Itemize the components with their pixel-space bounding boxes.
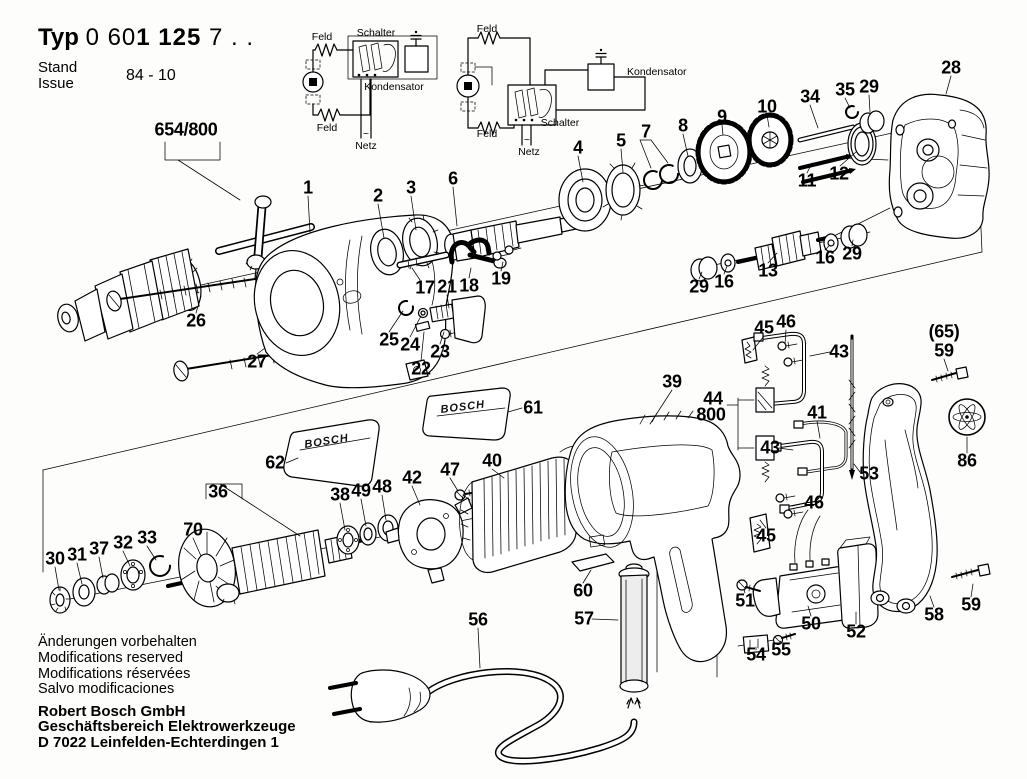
- part-label-5: 5: [616, 130, 626, 151]
- gasket-60: [572, 554, 614, 571]
- part-label-51: 51: [735, 590, 755, 611]
- part-label-27: 27: [247, 351, 267, 372]
- title-block: [38, 24, 254, 92]
- circuit-left-feld-bottom-label: Feld: [316, 122, 338, 134]
- part-label-19: 19: [491, 268, 511, 289]
- part-label-59: 59: [961, 594, 981, 615]
- chuck-drawing: [55, 249, 206, 341]
- part-label-42: 42: [402, 467, 422, 488]
- footer-line: Modifications reserved: [38, 649, 184, 666]
- circuit-left-feld-top-label: Feld: [311, 31, 333, 43]
- part-label-31: 31: [67, 544, 87, 565]
- sticker-62: [284, 420, 379, 486]
- part-label-45: 45: [756, 525, 776, 546]
- part-label-34: 34: [800, 86, 820, 107]
- circlip-35: [846, 106, 858, 118]
- part-label-29: 29: [859, 76, 879, 97]
- footer-line: Geschäftsbereich Elektrowerkzeuge: [38, 718, 296, 736]
- handle-shell-58: [863, 384, 937, 613]
- part-label-2: 2: [373, 185, 383, 206]
- part-label-48: 48: [372, 476, 392, 497]
- part-label-25: 25: [379, 329, 399, 350]
- typ-line: [38, 24, 254, 52]
- part-label-28: 28: [941, 57, 961, 78]
- part-label-86: 86: [957, 450, 977, 471]
- part-label-1: 1: [303, 177, 313, 198]
- part-label-61: 61: [523, 397, 543, 418]
- part-label-50: 50: [801, 613, 821, 634]
- circuit-left-schalter-label: Schalter: [356, 27, 396, 39]
- part-label-7: 7: [641, 121, 651, 142]
- part-label-13: 13: [758, 260, 778, 281]
- part-label-11: 11: [797, 170, 817, 191]
- part-label-10: 10: [757, 96, 777, 117]
- part-label-41: 41: [807, 402, 827, 423]
- part-label-38: 38: [330, 484, 350, 505]
- screw-59-top: [932, 367, 968, 382]
- bearing-4: [559, 169, 611, 231]
- sticker-61: [423, 388, 510, 440]
- part-label-35: 35: [835, 79, 855, 100]
- circuit-right-kondensator-label: Kondensator: [627, 66, 687, 78]
- end-cap-28: [889, 94, 989, 238]
- part-label-9: 9: [717, 106, 727, 127]
- part-label-24: 24: [400, 334, 420, 355]
- part-label-57: 57: [574, 608, 594, 629]
- part-label-32: 32: [113, 532, 133, 553]
- part-label-54: 54: [746, 644, 766, 665]
- part-label-30: 30: [45, 548, 65, 569]
- footer-line: Salvo modificaciones: [38, 681, 175, 698]
- part-label-17: 17: [415, 277, 435, 298]
- footer-line: D 7022 Leinfelden-Echterdingen 1: [38, 733, 279, 751]
- part-label-60: 60: [573, 580, 593, 601]
- circuit-left-tilde: ~: [362, 128, 370, 140]
- footer-line: Robert Bosch GmbH: [38, 703, 186, 721]
- gear-9: [698, 122, 750, 182]
- part-label-36: 36: [208, 481, 228, 502]
- typ-label: Typ: [38, 24, 79, 51]
- circuit-right-feld-top-label: Feld: [476, 23, 498, 35]
- part-label-3: 3: [406, 177, 416, 198]
- part-label--65-: (65): [928, 321, 960, 342]
- part-label-22: 22: [411, 358, 431, 379]
- gear-10: [749, 115, 791, 165]
- circuit-right-feld-bottom-label: Feld: [476, 128, 498, 140]
- part-label-12: 12: [829, 163, 849, 184]
- part-label-800: 800: [696, 404, 726, 425]
- pin-34: [800, 127, 853, 140]
- part-label-59: 59: [934, 340, 954, 361]
- footer-block: [38, 635, 296, 750]
- typ-number: 0 601 125 7 . .: [85, 24, 255, 51]
- drill-bit-53: [849, 336, 855, 480]
- circuit-right-netz-label: Netz: [518, 146, 540, 158]
- stand-label: Stand: [38, 59, 78, 76]
- modification-notes: [38, 635, 296, 698]
- motor-housing-39: [562, 411, 740, 662]
- capacitor-52: [838, 537, 878, 628]
- part-label-43: 43: [829, 341, 849, 362]
- bracket-42: [386, 498, 472, 583]
- part-label-44: 44: [703, 388, 723, 409]
- part-label-29: 29: [842, 243, 862, 264]
- part-label-52: 52: [846, 621, 866, 642]
- part-label-46: 46: [804, 492, 824, 513]
- part-label-53: 53: [859, 463, 879, 484]
- footer-line: Änderungen vorbehalten: [38, 634, 197, 650]
- bosch-emblem-86: [949, 399, 985, 435]
- fan-70: [168, 525, 242, 611]
- screw-59-bottom: [952, 564, 990, 579]
- part-label-8: 8: [678, 115, 688, 136]
- part-label-39: 39: [662, 371, 682, 392]
- pins-11: [800, 154, 856, 182]
- part-label-58: 58: [924, 604, 944, 625]
- part-label-29: 29: [689, 276, 709, 297]
- part-label-654-800: 654/800: [154, 119, 218, 140]
- part-label-18: 18: [459, 275, 479, 296]
- part-label-16: 16: [714, 271, 734, 292]
- part-label-70: 70: [183, 519, 203, 540]
- part-label-37: 37: [89, 538, 109, 559]
- part-label-40: 40: [482, 450, 502, 471]
- part-label-49: 49: [351, 480, 371, 501]
- part-label-33: 33: [137, 527, 157, 548]
- issue-date: 84 - 10: [126, 67, 176, 84]
- part-label-46: 46: [776, 311, 796, 332]
- footer-line: Modifications réservées: [38, 665, 191, 682]
- circlips-7: [644, 165, 678, 189]
- part-label-26: 26: [186, 310, 206, 331]
- tube-57: [619, 564, 649, 708]
- circuit-right-schalter-label: Schalter: [540, 117, 580, 129]
- part-label-45: 45: [754, 317, 774, 338]
- part-label-16: 16: [815, 247, 835, 268]
- circuit-right-tilde: ~: [523, 134, 531, 146]
- part-label-55: 55: [771, 639, 791, 660]
- screw-55: [774, 633, 796, 645]
- part-label-62: 62: [265, 452, 285, 473]
- cable-56: [330, 670, 634, 761]
- circuit-left-netz-label: Netz: [355, 140, 377, 152]
- bearing-29-top: [860, 111, 884, 133]
- part-label-23: 23: [430, 341, 450, 362]
- brush-assembly-right: [742, 333, 849, 563]
- part-label-21: 21: [437, 276, 457, 297]
- part-label-47: 47: [440, 459, 460, 480]
- sticker-62-brand-text: BOSCH: [303, 432, 350, 451]
- stand-issue-block: [38, 60, 254, 92]
- washers-30-33: [50, 556, 170, 613]
- part-label-6: 6: [448, 168, 458, 189]
- company-address: [38, 704, 296, 750]
- gear-shaft-13: [738, 231, 831, 270]
- stator-40: [460, 446, 585, 573]
- part-label-56: 56: [468, 609, 488, 630]
- part-label-43: 43: [760, 437, 780, 458]
- circuit-left-kondensator-label: Kondensator: [364, 81, 424, 93]
- sticker-61-brand-text: BOSCH: [439, 398, 486, 416]
- issue-label: Issue: [38, 75, 74, 92]
- part-label-4: 4: [573, 137, 583, 158]
